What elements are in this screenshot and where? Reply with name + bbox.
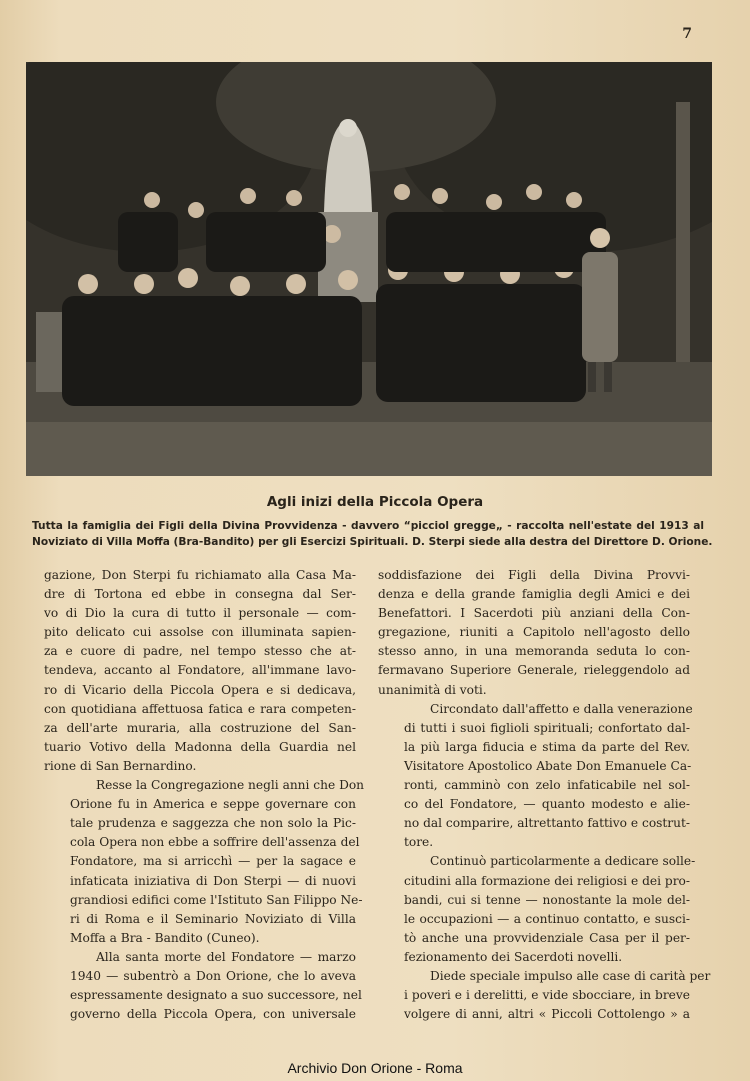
text-line: bandi, cui si tenne — nonostante la mole del- <box>404 892 690 907</box>
text-line: citudini alla formazione dei religiosi e dei pro- <box>404 873 690 888</box>
text-line: tò anche una provvidenziale Casa per il per- <box>404 930 690 945</box>
text-line: Diede speciale impulso alle case di carità per <box>430 968 711 983</box>
text-line: grandiosi edifici come l'Istituto San Filippo Ne- <box>70 892 363 907</box>
text-line: con quotidiana affettuosa fatica e rara competen- <box>44 701 356 716</box>
group-photograph <box>26 62 712 476</box>
paragraph <box>44 566 356 776</box>
text-line: le occupazioni — a continuo contatto, e susci- <box>404 911 690 926</box>
text-line: Circondato dall'affetto e dalla venerazione <box>430 701 693 716</box>
caption-line: Tutta la famiglia dei Figli della Divina Provvidenza - davvero “picciol gregge„ - raccolta nell'estate del 1913 al <box>32 520 704 532</box>
text-line: Fondatore, ma si arricchì — per la sagace e <box>70 854 356 869</box>
text-line: fezionamento dei Sacerdoti novelli. <box>404 949 623 964</box>
left-column <box>44 566 365 1024</box>
text-line: ri di Roma e il Seminario Noviziato di Villa <box>70 911 356 926</box>
page-number: 7 <box>682 26 692 42</box>
text-line: tuario Votivo della Madonna della Guardia nel <box>44 739 356 754</box>
text-line: ronti, camminò con zelo infaticabile nel sol- <box>404 778 690 793</box>
text-line: za dell'arte muraria, alla costruzione del San- <box>44 720 356 735</box>
text-line: co del Fondatore, — quanto modesto e alie- <box>404 797 690 812</box>
text-line: tore. <box>404 835 434 850</box>
text-line: i poveri e i derelitti, e vide sbocciare, in breve <box>404 988 690 1003</box>
text-line: fermavano Superiore Generale, rieleggendolo ad <box>378 663 690 678</box>
paragraph <box>44 776 365 948</box>
photo-caption <box>32 518 713 550</box>
text-line: infaticata iniziativa di Don Sterpi — di nuovi <box>70 873 356 888</box>
text-line: denza e della grande famiglia degli Amici e dei <box>378 587 690 602</box>
text-line: stesso anno, in una memoranda seduta lo con- <box>378 644 690 659</box>
text-line: unanimità di voti. <box>378 682 487 697</box>
text-line: ro di Vicario della Piccola Opera e si dedicava, <box>44 682 356 697</box>
group-photograph-icon <box>26 62 712 476</box>
text-line: di tutti i suoi figlioli spirituali; confortato dal- <box>404 720 690 735</box>
text-line: Resse la Congregazione negli anni che Don <box>96 778 365 793</box>
text-line: 1940 — subentrò a Don Orione, che lo aveva <box>70 968 356 983</box>
text-line: Moffa a Bra - Bandito (Cuneo). <box>70 930 260 945</box>
text-line: gazione, Don Sterpi fu richiamato alla Casa Ma- <box>44 568 356 582</box>
text-line: no dal comparire, altrettanto fattivo e costrut- <box>404 816 690 831</box>
paragraph <box>378 566 690 700</box>
text-line: tendeva, accanto al Fondatore, all'immane lavo- <box>44 663 356 678</box>
text-line: Benefattori. I Sacerdoti più anziani della Con- <box>378 606 690 621</box>
text-line: governo della Piccola Opera, con universale <box>70 1007 356 1022</box>
text-line: cola Opera non ebbe a soffrire dell'assenza del <box>70 835 360 850</box>
text-line: dre di Tortona ed ebbe in consegna dal Ser- <box>44 587 356 602</box>
right-column <box>378 566 711 1024</box>
text-line: Visitatore Apostolico Abate Don Emanuele Ca- <box>404 758 692 773</box>
text-line: vo di Dio la cura di tutto il personale — com- <box>44 606 356 621</box>
paragraph <box>44 948 362 1024</box>
text-line: gregazione, riuniti a Capitolo nell'agosto dello <box>378 625 690 640</box>
text-line: soddisfazione dei Figli della Divina Provvi- <box>378 568 690 582</box>
text-line: volgere di anni, altri « Piccoli Cottolengo » a <box>404 1007 690 1022</box>
text-line: rione di San Bernardino. <box>44 758 197 773</box>
text-line: Continuò particolarmente a dedicare solle- <box>430 854 696 869</box>
paragraph <box>378 700 693 853</box>
paragraph <box>378 967 711 1024</box>
text-line: tale prudenza e saggezza che non solo la Pic- <box>70 816 356 831</box>
photo-caption-title: Agli inizi della Piccola Opera <box>266 494 484 510</box>
text-line: pito delicato cui assolse con illuminata sapien- <box>44 625 356 640</box>
text-line: Orione fu in America e seppe governare con <box>70 797 356 812</box>
text-line: za e cuore di padre, nel tempo stesso che at- <box>44 644 356 659</box>
text-line: la più larga fiducia e stima da parte del Rev. <box>404 739 690 754</box>
archive-footer: Archivio Don Orione - Roma <box>287 1060 463 1076</box>
caption-line: Noviziato di Villa Moffa (Bra-Bandito) per gli Esercizi Spirituali. D. Sterpi siede alla destra del Direttore D. Orione. <box>32 536 713 548</box>
paragraph <box>378 852 696 967</box>
text-line: Alla santa morte del Fondatore — marzo <box>96 949 356 964</box>
text-line: espressamente designato a suo successore, nel <box>70 988 362 1003</box>
